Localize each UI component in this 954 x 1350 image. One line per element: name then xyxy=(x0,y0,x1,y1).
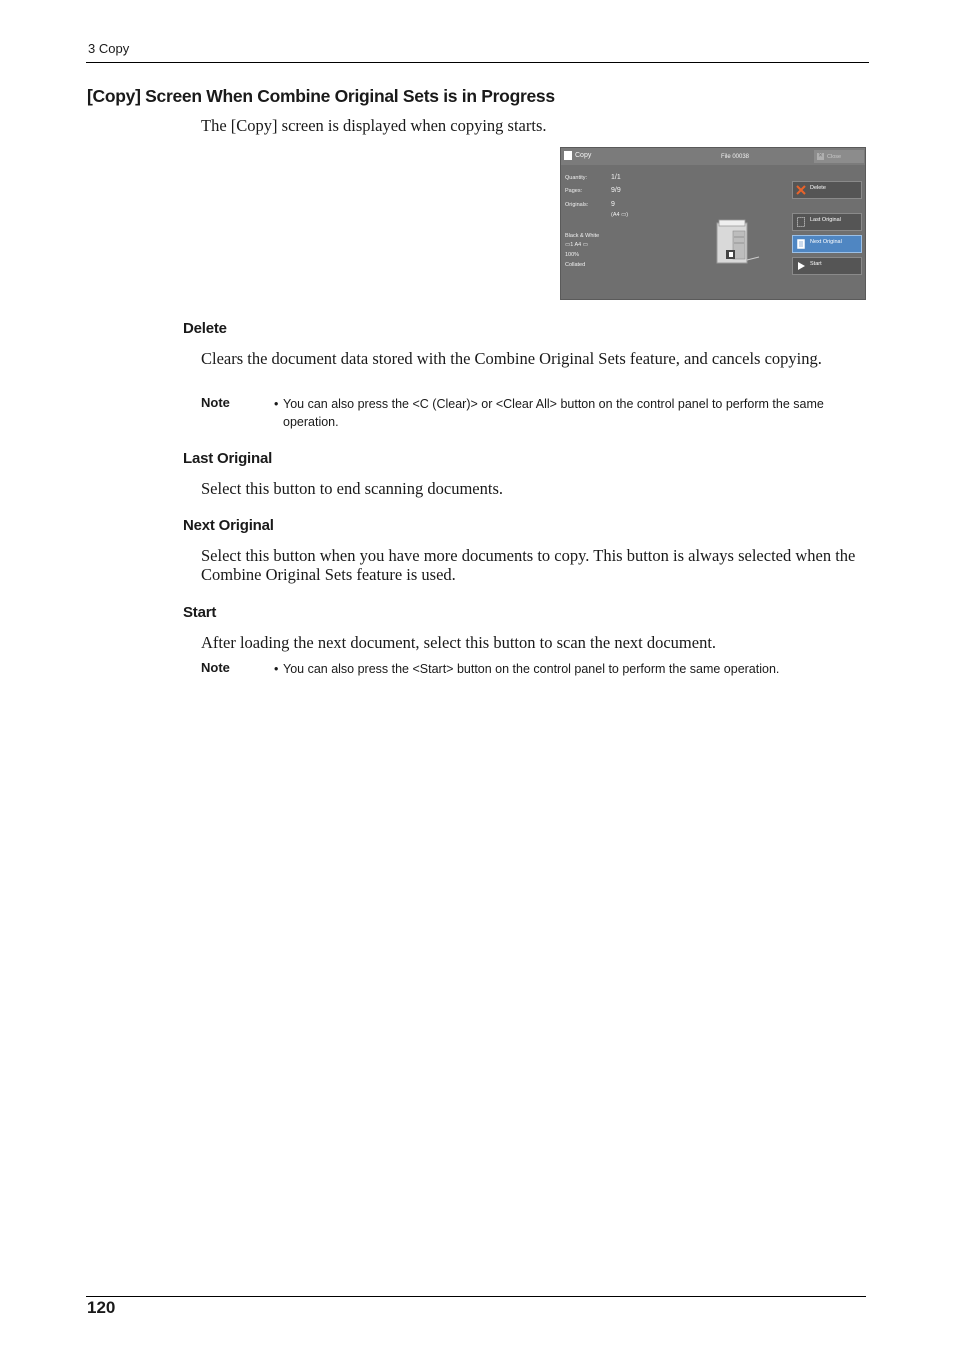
running-header: 3 Copy xyxy=(88,41,130,56)
delete-body: Clears the document data stored with the Combine Original Sets feature, and cancels copying. xyxy=(201,349,822,368)
start-body: After loading the next document, select this button to scan the next document. xyxy=(201,633,717,652)
start-heading: Start xyxy=(183,604,217,621)
bullet-icon: • xyxy=(274,397,279,411)
delete-note-label: Note xyxy=(201,395,230,410)
start-button xyxy=(792,257,862,275)
intro-text: The [Copy] screen is displayed when copying starts. xyxy=(201,116,547,135)
quantity-label: Quantity: xyxy=(565,175,588,181)
delete-heading: Delete xyxy=(183,320,227,337)
delete-button xyxy=(792,181,862,199)
close-button xyxy=(814,150,864,163)
close-icon: ✕ xyxy=(817,153,824,159)
color-mode: Black & White xyxy=(565,233,600,239)
start-note-text: You can also press the <Start> button on the control panel to perform the same operation. xyxy=(283,662,780,676)
section-title: [Copy] Screen When Combine Original Sets is in Progress xyxy=(87,86,555,106)
printer-icon xyxy=(713,219,761,265)
zoom-value: 100% xyxy=(565,252,580,258)
copy-tab-label: Copy xyxy=(575,152,592,159)
copy-icon xyxy=(564,151,572,160)
pages-label: Pages: xyxy=(565,188,583,194)
tray-info: ▭1 A4 ▭ xyxy=(565,242,588,248)
originals-label: Originals: xyxy=(565,202,589,208)
last-original-heading: Last Original xyxy=(183,450,273,467)
start-note-label: Note xyxy=(201,660,230,675)
quantity-value: 1/1 xyxy=(611,174,621,181)
start-button-label: Start xyxy=(810,261,822,267)
copy-screen-illustration xyxy=(560,147,866,300)
last-original-icon xyxy=(796,217,806,227)
delete-x-icon xyxy=(796,185,806,195)
last-original-button xyxy=(792,213,862,231)
bullet-icon: • xyxy=(274,662,279,676)
header-rule xyxy=(86,62,869,63)
delete-note-text: You can also press the <C (Clear)> or <Clear All> button on the control panel to perform the same operation. xyxy=(283,397,824,429)
originals-value: 9 xyxy=(611,201,615,208)
footer-rule xyxy=(86,1296,866,1297)
file-name: File 00038 xyxy=(721,154,750,160)
next-original-icon xyxy=(796,239,806,249)
last-original-body: Select this button to end scanning documents. xyxy=(201,479,503,498)
close-button-label: Close xyxy=(827,153,842,160)
originals-size: (A4 ▭) xyxy=(611,212,629,218)
delete-button-label: Delete xyxy=(810,185,826,191)
last-original-button-label: Last Original xyxy=(810,217,841,223)
next-original-button xyxy=(792,235,862,253)
copy-tab xyxy=(564,151,591,160)
start-play-icon xyxy=(796,261,806,271)
pages-value: 9/9 xyxy=(611,187,621,194)
delete-note xyxy=(274,395,849,431)
next-original-body: Select this button when you have more documents to copy. This button is always selected when the Combine Original Sets feature is used. xyxy=(201,546,856,584)
output-mode: Collated xyxy=(565,262,586,268)
next-original-heading: Next Original xyxy=(183,517,274,534)
page-number: 120 xyxy=(87,1298,116,1317)
start-note xyxy=(274,660,849,678)
next-original-button-label: Next Original xyxy=(810,239,842,245)
